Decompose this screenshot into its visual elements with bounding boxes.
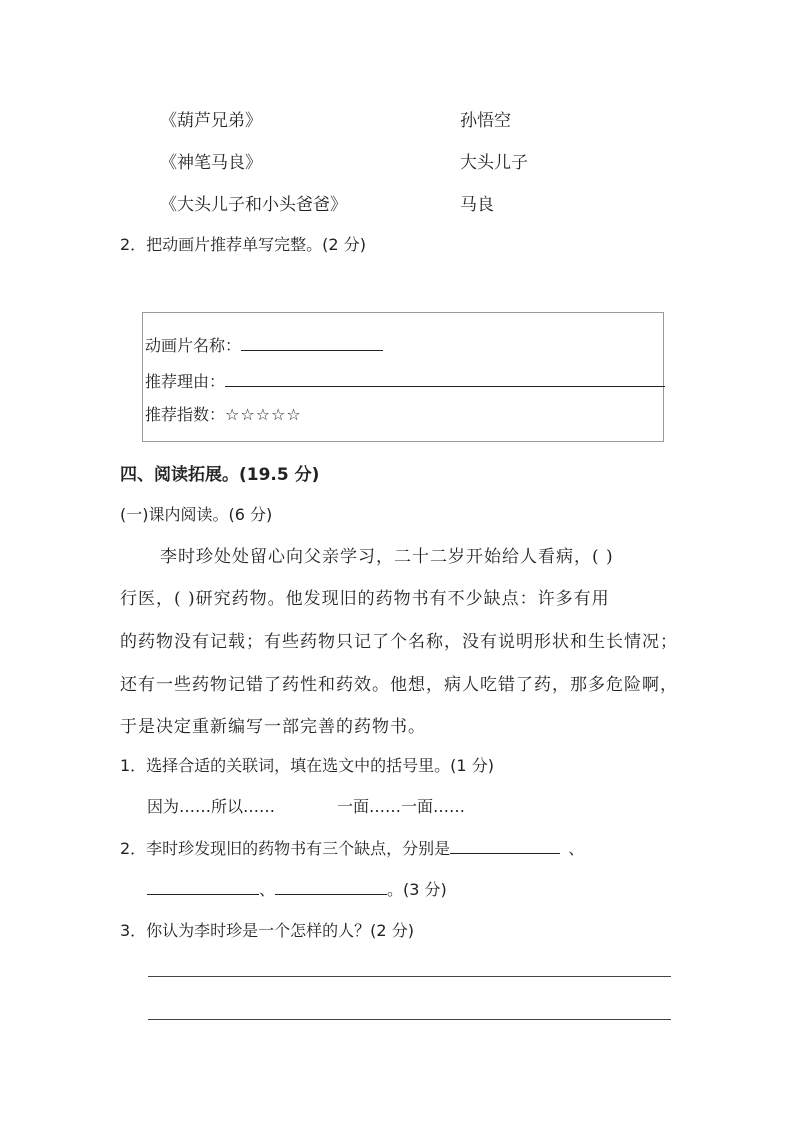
card-reason-row bbox=[145, 369, 665, 392]
passage-line-4: 还有一些药物记错了药性和药效。他想，病人吃错了药，那多危险啊， bbox=[120, 675, 678, 695]
passage-line-3: 的药物没有记载；有些药物只记了个名称，没有说明形状和生长情况； bbox=[120, 632, 678, 652]
answer-line-1[interactable] bbox=[148, 976, 671, 977]
match-left-3: 《大头儿子和小头爸爸》 bbox=[160, 195, 347, 215]
answer-blank-3[interactable] bbox=[275, 880, 387, 895]
separator-1: 、 bbox=[568, 839, 585, 858]
answer-blank-2[interactable] bbox=[147, 880, 259, 895]
card-rating-row bbox=[145, 402, 302, 425]
section-title: 四、阅读拓展。(19.5 分) bbox=[120, 465, 320, 485]
question-2-line-2 bbox=[147, 877, 447, 900]
answer-line-2[interactable] bbox=[148, 1019, 671, 1020]
option-2: 一面……一面…… bbox=[337, 797, 466, 816]
question-2-text: 2．李时珍发现旧的药物书有三个缺点，分别是 bbox=[120, 839, 451, 858]
card-name-row bbox=[145, 333, 383, 356]
passage-line-2: 行医，( )研究药物。他发现旧的药物书有不少缺点：许多有用 bbox=[120, 589, 610, 609]
match-left-1: 《葫芦兄弟》 bbox=[160, 111, 262, 131]
match-right-3: 马良 bbox=[460, 195, 494, 215]
answer-blank-1[interactable] bbox=[450, 839, 560, 854]
question-1: 1．选择合适的关联词，填在选文中的括号里。(1 分) bbox=[120, 756, 494, 775]
passage-line-5: 于是决定重新编写一部完善的药物书。 bbox=[120, 717, 426, 737]
card-name-blank[interactable] bbox=[241, 336, 383, 351]
card-rating-label: 推荐指数： bbox=[145, 405, 226, 424]
subsection-title: (一)课内阅读。(6 分) bbox=[120, 505, 273, 524]
question-2-line-1 bbox=[120, 836, 584, 859]
question-2-score: 。(3 分) bbox=[387, 880, 447, 899]
match-right-1: 孙悟空 bbox=[460, 111, 511, 131]
card-name-label: 动画片名称： bbox=[145, 336, 242, 355]
question-3: 3．你认为李时珍是一个怎样的人？(2 分) bbox=[120, 921, 414, 940]
option-1: 因为……所以…… bbox=[147, 797, 276, 816]
match-left-2: 《神笔马良》 bbox=[160, 153, 262, 173]
recommendation-card bbox=[142, 312, 664, 442]
match-right-2: 大头儿子 bbox=[460, 153, 528, 173]
question-animation-recommend: 2．把动画片推荐单写完整。(2 分) bbox=[120, 235, 366, 254]
separator-2: 、 bbox=[259, 880, 276, 899]
card-reason-label: 推荐理由： bbox=[145, 372, 226, 391]
rating-stars-icon[interactable]: ☆☆☆☆☆ bbox=[225, 405, 302, 424]
card-reason-blank[interactable] bbox=[225, 372, 665, 387]
passage-line-1: 李时珍处处留心向父亲学习，二十二岁开始给人看病，( ) bbox=[160, 547, 614, 567]
